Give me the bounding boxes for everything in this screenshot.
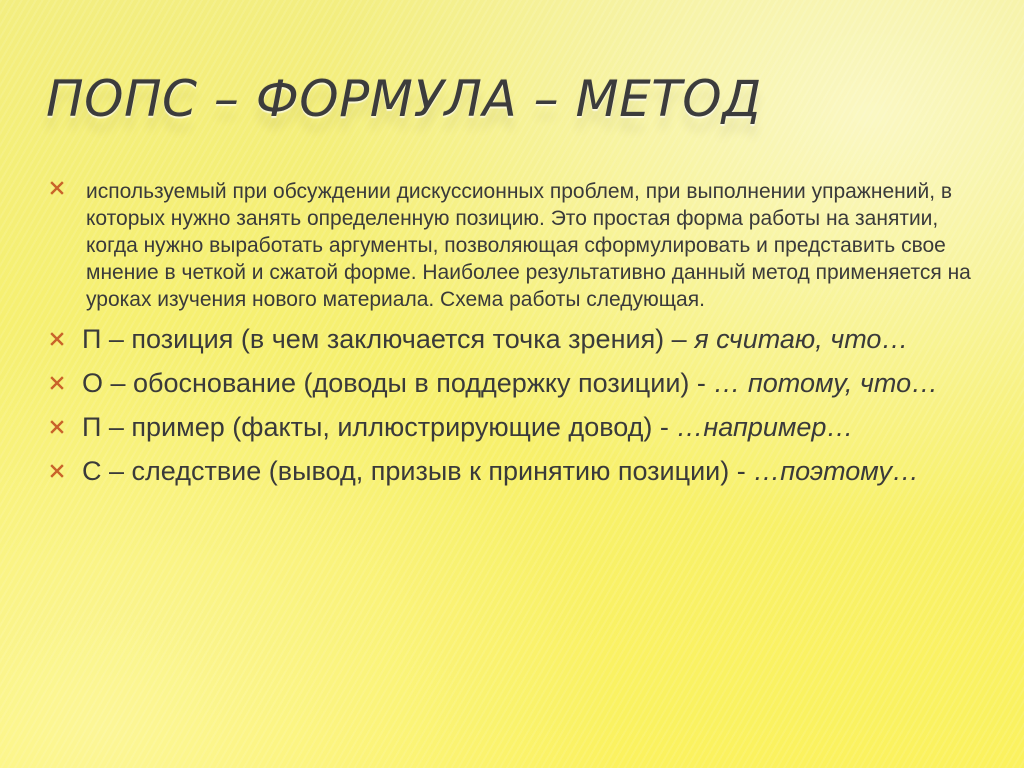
intro-text: используемый при обсуждении дискуссионных проблем, при выполнении упражнений, в которых нужно занять определенную позицию. Это простая форма работы на занятии, когда нужно выработать аргументы, позволяющая сформулировать и представить свое мнение в четкой и сжатой форме. Наиболее результативно данный метод применяется на уроках изучения нового материала. Схема работы следующая. <box>86 180 971 311</box>
point-text: С – следствие (вывод, призыв к принятию позиции) - <box>82 456 754 486</box>
intro-bullet-item <box>46 178 976 313</box>
point-emphasis: …например… <box>676 412 854 442</box>
point-item-example <box>46 411 976 444</box>
x-mark-bullet-icon <box>50 332 64 346</box>
point-item-position <box>46 323 976 356</box>
x-mark-bullet-icon <box>50 181 64 195</box>
x-mark-bullet-icon <box>50 420 64 434</box>
bullet-list <box>46 178 976 499</box>
point-item-justification <box>46 367 976 400</box>
x-mark-bullet-icon <box>50 376 64 390</box>
point-emphasis: …поэтому… <box>753 456 920 486</box>
point-text: П – позиция (в чем заключается точка зрения) – <box>82 324 695 354</box>
point-text: П – пример (факты, иллюстрирующие довод) - <box>82 412 677 442</box>
point-emphasis: … потому, что… <box>713 368 939 398</box>
x-mark-bullet-icon <box>50 464 64 478</box>
point-item-consequence <box>46 455 976 488</box>
slide-title: ПОПС – ФОРМУЛА – МЕТОД <box>46 70 762 128</box>
point-emphasis: я считаю, что… <box>694 324 909 354</box>
point-text: О – обоснование (доводы в поддержку позиции) - <box>82 368 714 398</box>
